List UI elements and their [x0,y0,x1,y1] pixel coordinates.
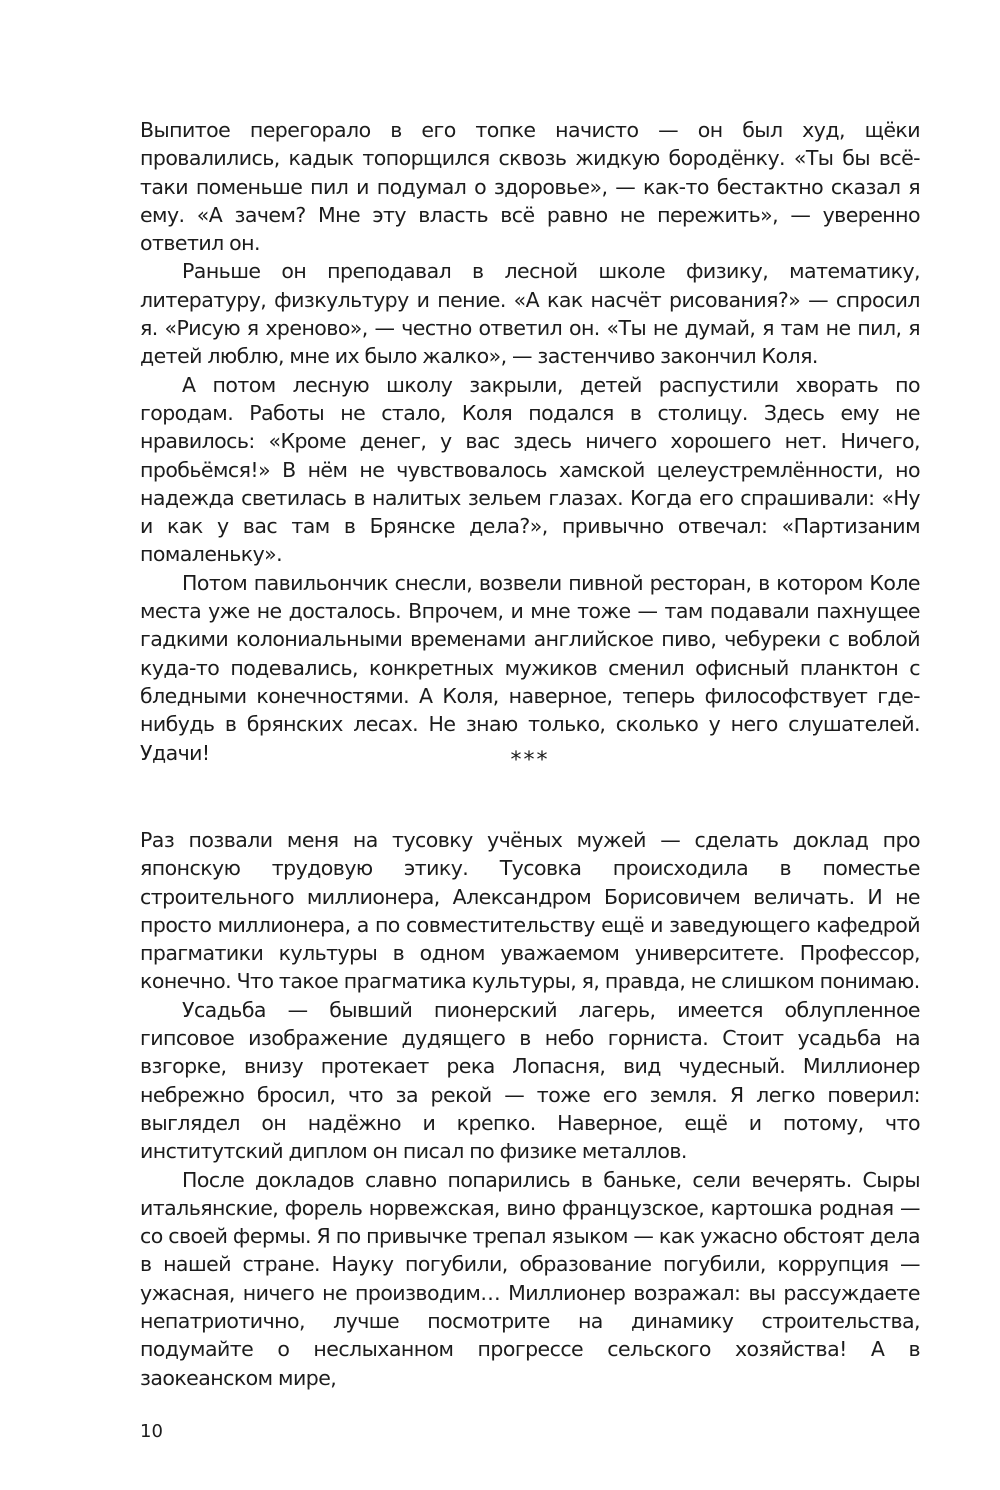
paragraph: После докладов славно попарились в баньке, сели вечерять. Сыры итальянские, форель норвежская, вино французское, картошка родная — со своей фермы. Я по привычке трепал языком — как ужасно обстоят дела в нашей стране. Науку погубили, образование погубили, коррупция — ужасная, ничего не производим… Миллионер возражал: вы рассуждаете непатриотично, лучше посмотрите на динамику строительства, подумайте о неслыханном прогрессе сельского хозяйства! А в заокеанском мире, [140,1167,920,1390]
paragraph: Потом павильончик снесли, возвели пивной ресторан, в котором Коле места уже не досталось. Впрочем, и мне тоже — там подавали пахнущее гадкими колониальными временами английское пиво, чебуреки с воблой куда-то подевались, конкретных мужиков сменил офисный планктон с бледными конечностями. А Коля, наверное, теперь философствует где-нибудь в брянских лесах. Не знаю только, сколько у него слушателей. Удачи! [140,570,920,765]
text-section-2 [140,826,920,1392]
paragraph: Усадьба — бывший пионерский лагерь, имеется облупленное гипсовое изображение дудящего в небо горниста. Стоит усадьба на взгорке, внизу протекает река Лопасня, вид чудесный. Миллионер небрежно бросил, что за рекой — тоже его земля. Я легко поверил: выглядел он надёжно и крепко. Наверное, ещё и потому, что институтский диплом он писал по физике металлов. [140,997,920,1164]
paragraph: Выпитое перегорало в его топке начисто — он был худ, щёки провалились, кадык топорщился сквозь жидкую бородёнку. «Ты бы всё-таки поменьше пил и подумал о здоровье», — как-то бестактно сказал я ему. «А зачем? Мне эту власть всё равно не пережить», — уверенно ответил он. [140,118,920,256]
paragraph: А потом лесную школу закрыли, детей распустили хворать по городам. Работы не стало, Коля подался в столицу. Здесь ему не нравилось: «Кроме денег, у вас здесь ничего хорошего нет. Ничего, пробьёмся!» В нём не чувствовалось хамской целеустремлённости, но надежда светилась в налитых зельем глазах. Когда его спрашивали: «Ну и как у вас там в Брянске дела?», привычно отвечал: «Партизаним помаленьку». [140,372,920,567]
page-number: 10 [140,1421,163,1442]
paragraph: Раньше он преподавал в лесной школе физику, математику, литературу, физкультуру и пение. «А как насчёт рисования?» — спросил я. «Рисую я хреново», — честно ответил он. «Ты не думай, я там не пил, я детей люблю, мне их было жалко», — застенчиво закончил Коля. [140,259,920,369]
paragraph: Раз позвали меня на тусовку учёных мужей — сделать доклад про японскую трудовую этику. Тусовка происходила в поместье строительного миллионера, Александром Борисовичем величать. И не просто миллионера, а по совместительству ещё и заведующего кафедрой прагматики культуры в одном уважаемом университете. Профессор, конечно. Что такое прагматика культуры, я, правда, не слишком понимаю. [140,828,920,994]
section-separator: *** [510,748,550,773]
text-section-1 [140,116,920,767]
